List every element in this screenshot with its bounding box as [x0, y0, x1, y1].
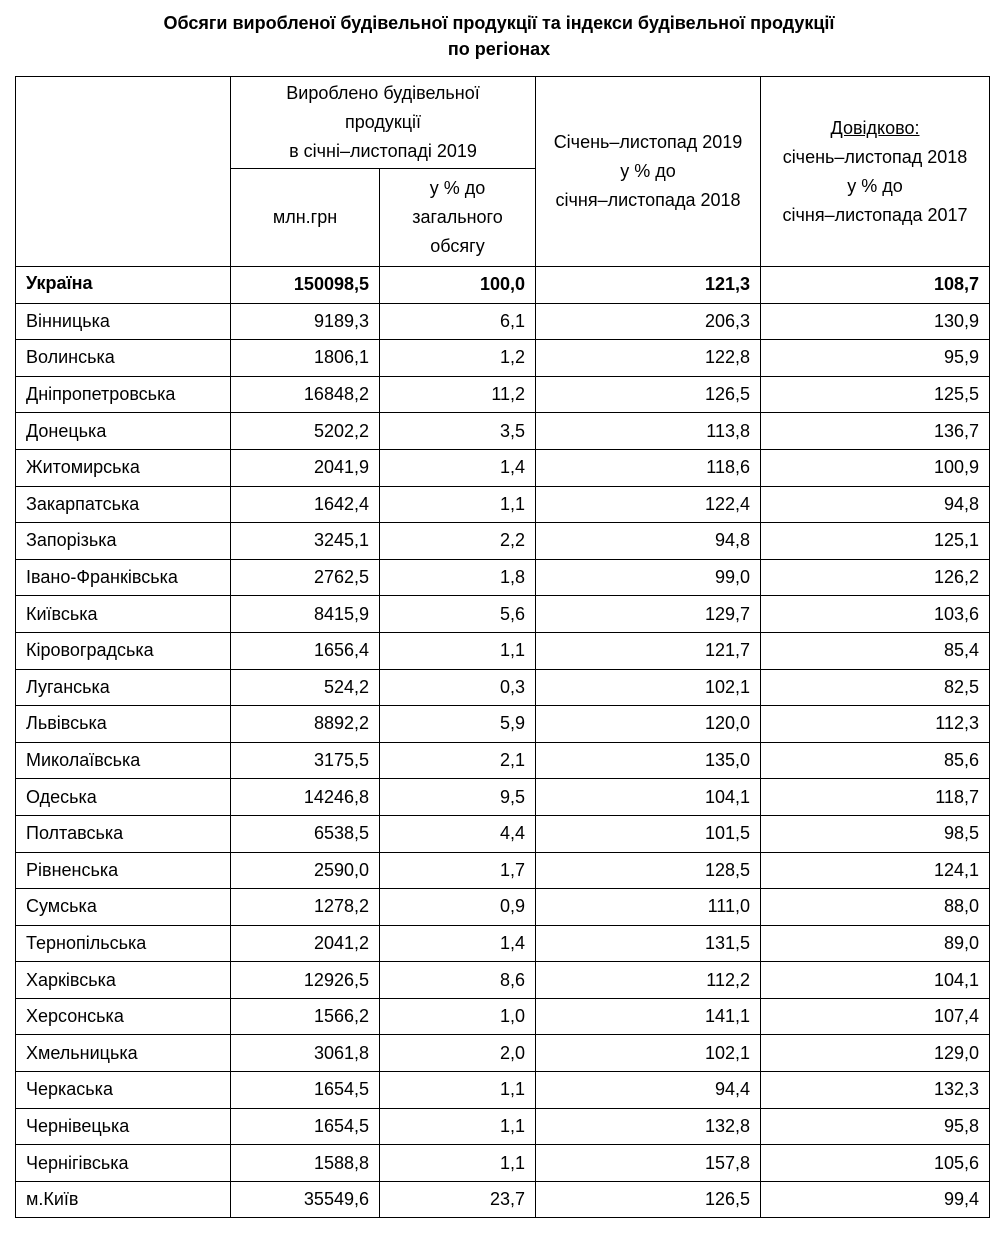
table-row — [16, 413, 990, 450]
region-name-cell: м.Київ — [16, 1181, 231, 1218]
table-row — [16, 998, 990, 1035]
pct-total-cell: 1,4 — [380, 449, 536, 486]
mln-uah-cell: 1806,1 — [231, 340, 380, 377]
region-name-cell: Вінницька — [16, 303, 231, 340]
mln-uah-cell: 1566,2 — [231, 998, 380, 1035]
mln-uah-cell: 2762,5 — [231, 559, 380, 596]
pct-total-cell: 2,1 — [380, 742, 536, 779]
region-name-cell: Харківська — [16, 962, 231, 999]
index-2018-cell: 89,0 — [761, 925, 990, 962]
index-2019-cell: 206,3 — [536, 303, 761, 340]
index-2018-cell: 130,9 — [761, 303, 990, 340]
region-name-cell: Донецька — [16, 413, 231, 450]
region-name-cell: Чернігівська — [16, 1145, 231, 1182]
index-2019-cell: 94,4 — [536, 1072, 761, 1109]
index-2019-cell: 101,5 — [536, 815, 761, 852]
index-2018-cell: 95,8 — [761, 1108, 990, 1145]
index-2018-cell: 104,1 — [761, 962, 990, 999]
table-row — [16, 1108, 990, 1145]
region-name-cell: Миколаївська — [16, 742, 231, 779]
region-name-cell: Тернопільська — [16, 925, 231, 962]
region-name-cell: Житомирська — [16, 449, 231, 486]
table-row — [16, 376, 990, 413]
region-name-cell: Рівненська — [16, 852, 231, 889]
region-name-cell: Івано-Франківська — [16, 559, 231, 596]
region-name-cell: Полтавська — [16, 815, 231, 852]
region-name-cell: Херсонська — [16, 998, 231, 1035]
mln-uah-cell: 14246,8 — [231, 779, 380, 816]
index-2019-cell: 122,4 — [536, 486, 761, 523]
index-2018-cell: 94,8 — [761, 486, 990, 523]
pct-total-cell: 1,1 — [380, 1108, 536, 1145]
header-jan-nov-2019: Січень–листопад 2019 у % до січня–листопада 2018 — [536, 77, 761, 267]
region-name-cell: Кіровоградська — [16, 632, 231, 669]
region-name-cell: Сумська — [16, 889, 231, 926]
reference-label: Довідково: — [830, 117, 920, 138]
table-row — [16, 669, 990, 706]
pct-total-cell: 0,9 — [380, 889, 536, 926]
index-2019-cell: 135,0 — [536, 742, 761, 779]
mln-uah-cell: 8415,9 — [231, 596, 380, 633]
index-2018-cell: 132,3 — [761, 1072, 990, 1109]
table-row — [16, 303, 990, 340]
pct-total-cell: 1,1 — [380, 1072, 536, 1109]
pct-total-cell: 11,2 — [380, 376, 536, 413]
index-2018-cell: 88,0 — [761, 889, 990, 926]
pct-total-cell: 3,5 — [380, 413, 536, 450]
table-row — [16, 1035, 990, 1072]
table-row — [16, 559, 990, 596]
table-row — [16, 852, 990, 889]
mln-uah-cell: 5202,2 — [231, 413, 380, 450]
index-2019-cell: 99,0 — [536, 559, 761, 596]
index-2019-cell: 102,1 — [536, 669, 761, 706]
index-2018-cell: 95,9 — [761, 340, 990, 377]
region-name-cell: Черкаська — [16, 1072, 231, 1109]
pct-total-cell: 1,2 — [380, 340, 536, 377]
pct-total-cell: 5,9 — [380, 706, 536, 743]
pct-total-cell: 1,1 — [380, 632, 536, 669]
mln-uah-cell: 3061,8 — [231, 1035, 380, 1072]
table-row — [16, 486, 990, 523]
region-name-cell: Одеська — [16, 779, 231, 816]
region-name-cell: Запорізька — [16, 523, 231, 560]
index-2018-cell: 98,5 — [761, 815, 990, 852]
mln-uah-cell: 1588,8 — [231, 1145, 380, 1182]
region-name-cell: Волинська — [16, 340, 231, 377]
region-name-cell: Хмельницька — [16, 1035, 231, 1072]
pct-total-cell: 4,4 — [380, 815, 536, 852]
page-title — [0, 10, 998, 62]
table-row — [16, 449, 990, 486]
index-2018-cell: 112,3 — [761, 706, 990, 743]
mln-uah-cell: 2041,2 — [231, 925, 380, 962]
pct-total-cell: 6,1 — [380, 303, 536, 340]
title-line-1: Обсяги виробленої будівельної продукції та індекси будівельної продукції — [163, 13, 835, 33]
index-2019-cell: 121,3 — [536, 267, 761, 304]
mln-uah-cell: 1656,4 — [231, 632, 380, 669]
index-2018-cell: 85,6 — [761, 742, 990, 779]
index-2019-cell: 104,1 — [536, 779, 761, 816]
mln-uah-cell: 1654,5 — [231, 1072, 380, 1109]
table-row — [16, 596, 990, 633]
mln-uah-cell: 9189,3 — [231, 303, 380, 340]
region-name-cell: Чернівецька — [16, 1108, 231, 1145]
header-region-blank — [16, 77, 231, 267]
header-produced-group: Вироблено будівельної продукції в січні–листопаді 2019 — [231, 77, 536, 169]
index-2019-cell: 132,8 — [536, 1108, 761, 1145]
index-2018-cell: 125,5 — [761, 376, 990, 413]
index-2019-cell: 121,7 — [536, 632, 761, 669]
index-2018-cell: 105,6 — [761, 1145, 990, 1182]
mln-uah-cell: 1654,5 — [231, 1108, 380, 1145]
index-2018-cell: 100,9 — [761, 449, 990, 486]
table-row — [16, 706, 990, 743]
index-2019-cell: 122,8 — [536, 340, 761, 377]
index-2019-cell: 157,8 — [536, 1145, 761, 1182]
region-name-cell: Львівська — [16, 706, 231, 743]
index-2018-cell: 107,4 — [761, 998, 990, 1035]
table-row — [16, 523, 990, 560]
pct-total-cell: 2,0 — [380, 1035, 536, 1072]
table-row — [16, 925, 990, 962]
header-mln-uah: млн.грн — [231, 169, 380, 267]
table-row — [16, 889, 990, 926]
pct-total-cell: 5,6 — [380, 596, 536, 633]
header-reference-2018: Довідково: січень–листопад 2018 у % до січня–листопада 2017 — [761, 77, 990, 267]
table-row — [16, 779, 990, 816]
mln-uah-cell: 3245,1 — [231, 523, 380, 560]
index-2019-cell: 129,7 — [536, 596, 761, 633]
construction-output-table — [15, 76, 990, 1218]
pct-total-cell: 1,1 — [380, 486, 536, 523]
pct-total-cell: 0,3 — [380, 669, 536, 706]
mln-uah-cell: 524,2 — [231, 669, 380, 706]
table-row — [16, 962, 990, 999]
table-row — [16, 1181, 990, 1218]
region-name-cell: Дніпропетровська — [16, 376, 231, 413]
index-2019-cell: 128,5 — [536, 852, 761, 889]
index-2018-cell: 85,4 — [761, 632, 990, 669]
mln-uah-cell: 2041,9 — [231, 449, 380, 486]
pct-total-cell: 1,8 — [380, 559, 536, 596]
index-2018-cell: 125,1 — [761, 523, 990, 560]
region-name-cell: Україна — [16, 267, 231, 304]
table-row — [16, 632, 990, 669]
table-row — [16, 742, 990, 779]
index-2018-cell: 108,7 — [761, 267, 990, 304]
mln-uah-cell: 3175,5 — [231, 742, 380, 779]
index-2019-cell: 112,2 — [536, 962, 761, 999]
table-row — [16, 1072, 990, 1109]
mln-uah-cell: 2590,0 — [231, 852, 380, 889]
mln-uah-cell: 12926,5 — [231, 962, 380, 999]
index-2018-cell: 129,0 — [761, 1035, 990, 1072]
index-2019-cell: 141,1 — [536, 998, 761, 1035]
mln-uah-cell: 150098,5 — [231, 267, 380, 304]
mln-uah-cell: 1278,2 — [231, 889, 380, 926]
pct-total-cell: 2,2 — [380, 523, 536, 560]
table-row — [16, 1145, 990, 1182]
table-row — [16, 340, 990, 377]
index-2019-cell: 131,5 — [536, 925, 761, 962]
pct-total-cell: 1,1 — [380, 1145, 536, 1182]
region-name-cell: Київська — [16, 596, 231, 633]
index-2018-cell: 136,7 — [761, 413, 990, 450]
table-body — [16, 267, 990, 1218]
header-pct-total: у % до загального обсягу — [380, 169, 536, 267]
pct-total-cell: 1,4 — [380, 925, 536, 962]
index-2019-cell: 111,0 — [536, 889, 761, 926]
index-2019-cell: 94,8 — [536, 523, 761, 560]
pct-total-cell: 1,0 — [380, 998, 536, 1035]
index-2019-cell: 126,5 — [536, 376, 761, 413]
mln-uah-cell: 35549,6 — [231, 1181, 380, 1218]
index-2018-cell: 99,4 — [761, 1181, 990, 1218]
index-2019-cell: 120,0 — [536, 706, 761, 743]
mln-uah-cell: 6538,5 — [231, 815, 380, 852]
title-line-2: по регіонах — [447, 39, 551, 59]
index-2018-cell: 118,7 — [761, 779, 990, 816]
index-2018-cell: 124,1 — [761, 852, 990, 889]
region-name-cell: Закарпатська — [16, 486, 231, 523]
pct-total-cell: 8,6 — [380, 962, 536, 999]
mln-uah-cell: 1642,4 — [231, 486, 380, 523]
table-row-total — [16, 267, 990, 304]
pct-total-cell: 100,0 — [380, 267, 536, 304]
index-2018-cell: 82,5 — [761, 669, 990, 706]
index-2019-cell: 118,6 — [536, 449, 761, 486]
index-2018-cell: 126,2 — [761, 559, 990, 596]
index-2019-cell: 126,5 — [536, 1181, 761, 1218]
mln-uah-cell: 16848,2 — [231, 376, 380, 413]
index-2019-cell: 102,1 — [536, 1035, 761, 1072]
table-row — [16, 815, 990, 852]
index-2018-cell: 103,6 — [761, 596, 990, 633]
pct-total-cell: 23,7 — [380, 1181, 536, 1218]
region-name-cell: Луганська — [16, 669, 231, 706]
mln-uah-cell: 8892,2 — [231, 706, 380, 743]
pct-total-cell: 1,7 — [380, 852, 536, 889]
pct-total-cell: 9,5 — [380, 779, 536, 816]
index-2019-cell: 113,8 — [536, 413, 761, 450]
